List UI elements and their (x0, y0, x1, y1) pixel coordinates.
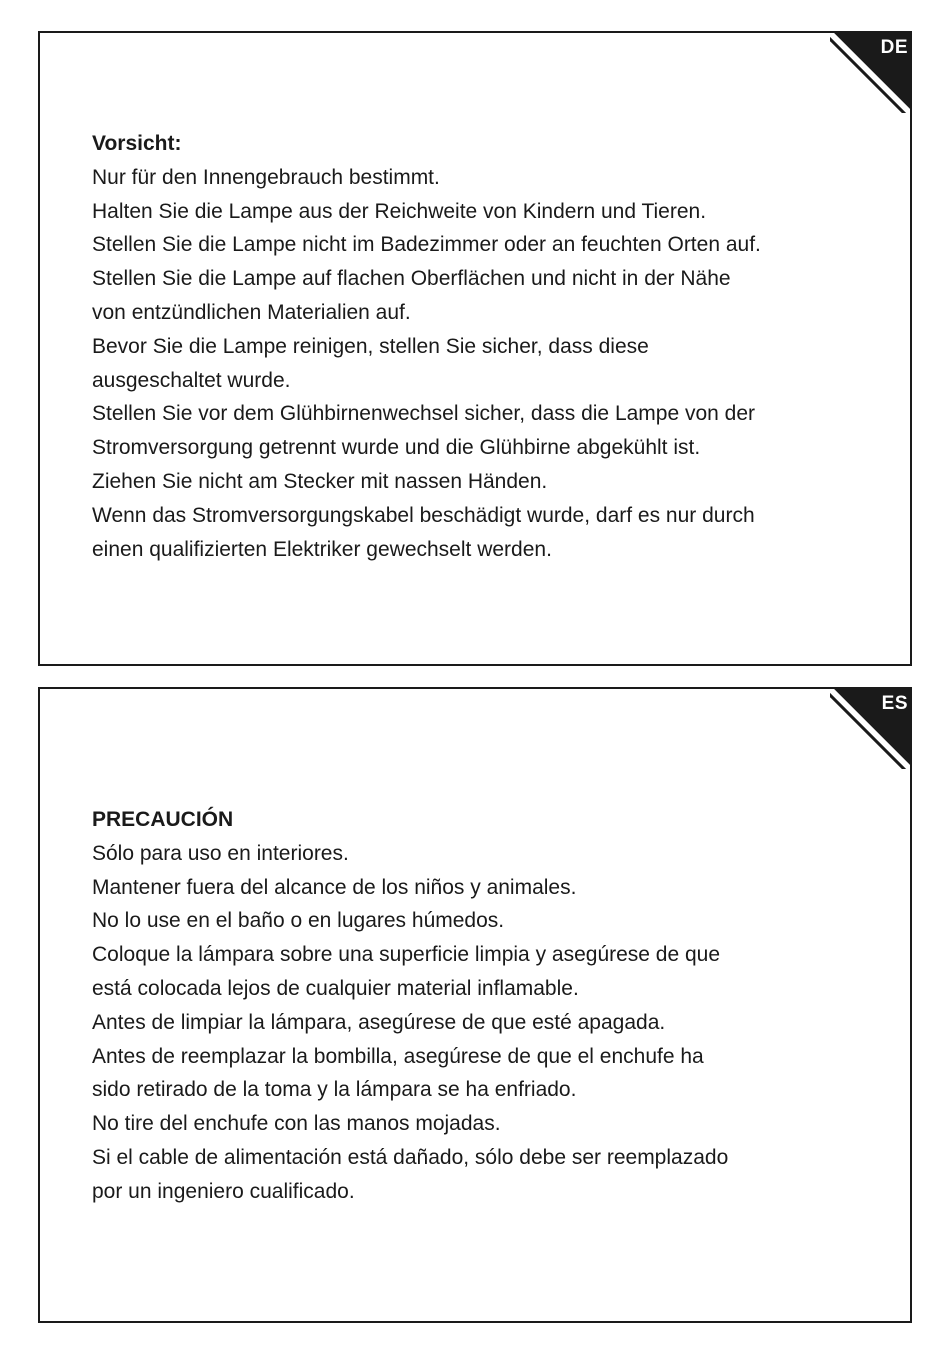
caution-line: No tire del enchufe con las manos mojadas. (92, 1112, 501, 1136)
caution-line: Mantener fuera del alcance de los niños y animales. (92, 875, 577, 899)
caution-line: Si el cable de alimentación está dañado, sólo debe ser reemplazado (92, 1145, 729, 1169)
caution-text-es (92, 803, 886, 1209)
caution-line: Wenn das Stromversorgungskabel beschädigt wurde, darf es nur durch (92, 503, 755, 527)
caution-line: einen qualifizierten Elektriker gewechselt werden. (92, 537, 552, 561)
caution-line: Halten Sie die Lampe aus der Reichweite von Kindern und Tieren. (92, 199, 707, 223)
caution-line: Antes de limpiar la lámpara, asegúrese de que esté apagada. (92, 1010, 666, 1034)
caution-line: von entzündlichen Materialien auf. (92, 300, 411, 324)
caution-line: No lo use en el baño o en lugares húmedos. (92, 909, 505, 933)
caution-line: Antes de reemplazar la bombilla, asegúrese de que el enchufe ha (92, 1044, 704, 1068)
caution-heading-de: Vorsicht: (92, 132, 182, 155)
caution-line: Sólo para uso en interiores. (92, 841, 349, 865)
caution-line: ausgeschaltet wurde. (92, 368, 291, 392)
language-label-de: DE (880, 37, 908, 58)
caution-panel-de (38, 31, 912, 666)
language-label-es: ES (881, 693, 908, 714)
language-corner-es (830, 687, 912, 769)
caution-line: sido retirado de la toma y la lámpara se ha enfriado. (92, 1078, 577, 1102)
caution-line: Stellen Sie die Lampe auf flachen Oberflächen und nicht in der Nähe (92, 267, 731, 291)
caution-line: Ziehen Sie nicht am Stecker mit nassen Händen. (92, 469, 548, 493)
caution-line: Coloque la lámpara sobre una superficie limpia y asegúrese de que (92, 943, 721, 967)
caution-line: está colocada lejos de cualquier material inflamable. (92, 976, 579, 1000)
caution-panel-es (38, 687, 912, 1323)
caution-text-de (92, 127, 886, 566)
caution-line: Bevor Sie die Lampe reinigen, stellen Sie sicher, dass diese (92, 334, 649, 358)
language-corner-de (830, 31, 912, 113)
caution-line: Stellen Sie die Lampe nicht im Badezimmer oder an feuchten Orten auf. (92, 233, 761, 257)
caution-line: por un ingeniero cualificado. (92, 1179, 355, 1203)
caution-line: Stellen Sie vor dem Glühbirnenwechsel sicher, dass die Lampe von der (92, 402, 756, 426)
caution-line: Nur für den Innengebrauch bestimmt. (92, 165, 440, 189)
caution-heading-es: PRECAUCIÓN (92, 808, 234, 831)
caution-line: Stromversorgung getrennt wurde und die Glühbirne abgekühlt ist. (92, 436, 701, 460)
